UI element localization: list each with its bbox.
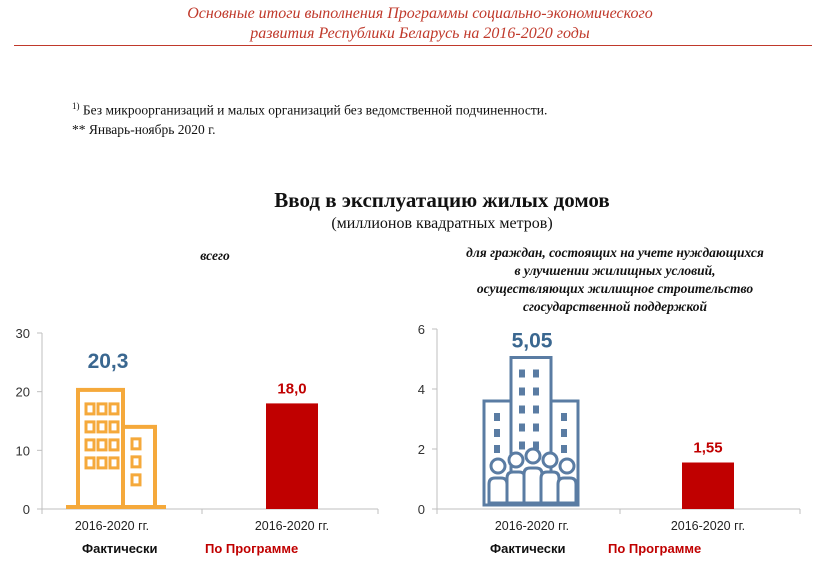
footnote-1-mark: 1): [72, 101, 80, 111]
bar-program: [682, 463, 734, 510]
chart-panel-2: [418, 322, 800, 533]
building-window: [561, 413, 567, 421]
person-head: [526, 449, 540, 463]
person-head: [560, 459, 574, 473]
legend-program-left: По Программе: [205, 541, 299, 556]
panel-label-citizens-line: для граждан, состоящих на учете нуждающихся: [466, 245, 764, 260]
building-window: [494, 445, 500, 453]
y-tick-label: 0: [417, 502, 425, 517]
building-window: [110, 458, 118, 468]
y-tick-label: 2: [417, 442, 425, 457]
x-tick-label: 2016-2020 гг.: [74, 519, 150, 533]
x-tick-label: 2016-2020 гг.: [254, 519, 330, 533]
building-window: [533, 424, 539, 432]
data-label-actual: 20,3: [87, 349, 129, 373]
building-window: [86, 404, 94, 414]
building-window: [132, 439, 140, 449]
building-window: [533, 406, 539, 414]
chart-subtitle: (миллионов квадратных метров): [331, 215, 553, 232]
building-window: [494, 413, 500, 421]
building-window: [110, 440, 118, 450]
building-window: [533, 388, 539, 396]
chart-title: Ввод в эксплуатацию жилых домов: [274, 188, 610, 212]
building-window: [533, 370, 539, 378]
person-body: [489, 478, 507, 503]
building-window: [519, 388, 525, 396]
panel-label-total: всего: [200, 248, 230, 263]
data-label-actual: 5,05: [511, 329, 553, 353]
panel-label-citizens-line: осуществляющих жилищное строительство: [476, 281, 754, 296]
building-window: [561, 445, 567, 453]
person-head: [543, 453, 557, 467]
building-window: [519, 442, 525, 450]
person-body: [558, 478, 576, 503]
building-window: [519, 406, 525, 414]
building-window: [132, 457, 140, 467]
chart-panel-1: [16, 326, 378, 533]
panel-label-citizens-line: сгосударственной поддержкой: [522, 299, 708, 314]
footnote-2: ** Январь-ноябрь 2020 г.: [72, 122, 216, 137]
building-window: [86, 458, 94, 468]
building-window: [98, 440, 106, 450]
x-tick-label: 2016-2020 гг.: [670, 519, 746, 533]
y-tick-label: 20: [15, 384, 30, 400]
building-window: [98, 458, 106, 468]
data-label-program: 18,0: [277, 380, 307, 398]
building-window: [86, 440, 94, 450]
y-tick-label: 4: [417, 382, 425, 397]
building-window: [519, 424, 525, 432]
building-window: [561, 429, 567, 437]
person-body: [507, 472, 525, 503]
building-window: [132, 475, 140, 485]
y-tick-label: 10: [15, 443, 30, 459]
building-window: [98, 422, 106, 432]
person-head: [491, 459, 505, 473]
data-label-program: 1,55: [693, 439, 723, 457]
bar-program: [266, 403, 318, 509]
person-body: [541, 472, 559, 503]
panel-label-citizens-line: в улучшении жилищных условий,: [514, 263, 716, 278]
building-icon: [66, 390, 166, 507]
legend-actual-right: Фактически: [490, 541, 566, 556]
building-window: [110, 422, 118, 432]
building-window: [519, 370, 525, 378]
building-window: [86, 422, 94, 432]
building-window: [110, 404, 118, 414]
building-window: [98, 404, 106, 414]
legend-actual-left: Фактически: [82, 541, 158, 556]
legend-program-right: По Программе: [608, 541, 702, 556]
person-head: [509, 453, 523, 467]
header-line-2: развития Республики Беларусь на 2016-2020 годы: [250, 25, 590, 42]
y-tick-label: 30: [15, 326, 30, 341]
y-tick-label: 6: [417, 322, 425, 337]
building-window: [494, 429, 500, 437]
footnote-1-text: Без микроорганизаций и малых организаций без ведомственной подчиненности.: [79, 102, 548, 118]
y-tick-label: 0: [22, 502, 30, 517]
people-building-icon: [484, 358, 578, 506]
person-body: [524, 468, 542, 503]
x-tick-label: 2016-2020 гг.: [494, 519, 570, 533]
header-line-1: Основные итоги выполнения Программы социально-экономического: [187, 5, 653, 22]
